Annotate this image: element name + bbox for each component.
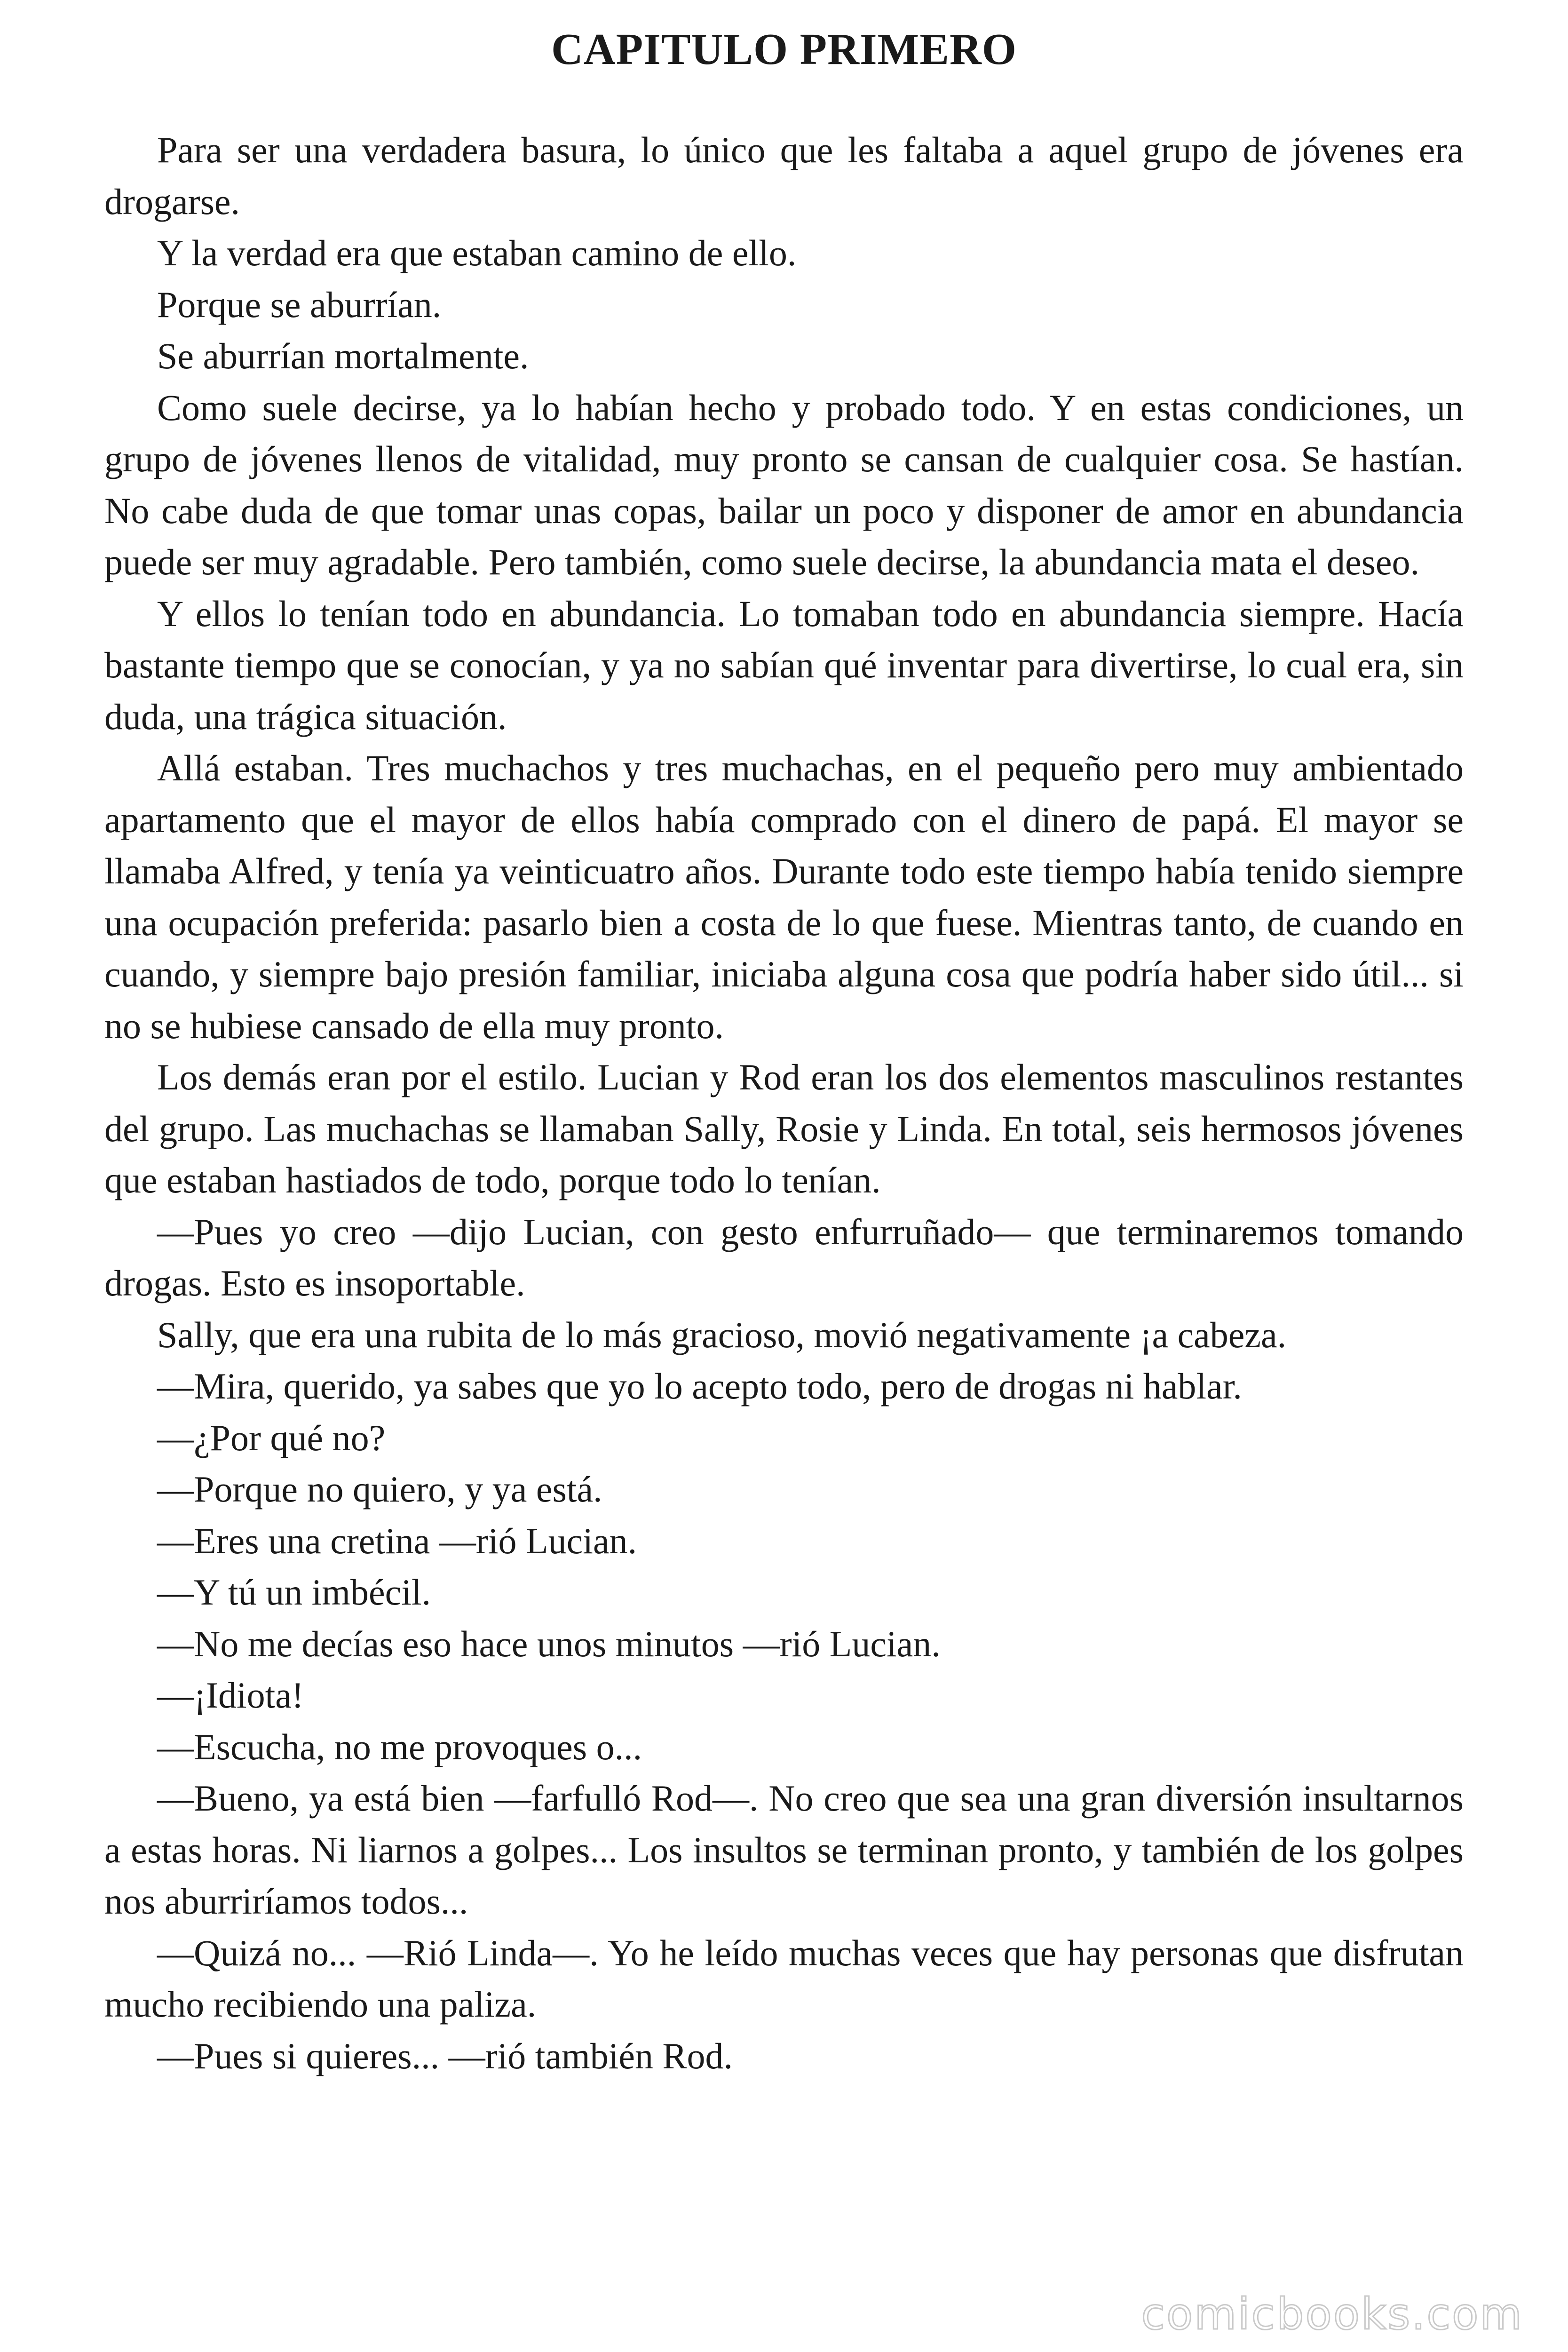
paragraph: —Eres una cretina —rió Lucian. [157,1520,637,1561]
paragraph: —Bueno, ya está bien —farfulló Rod—. No creo que sea una gran diversión insultarnos a estas horas. Ni liarnos a golpes... Los insultos se terminan pronto, y también de los golpes nos aburriríamos todos... [104,1778,1464,1922]
paragraph: Para ser una verdadera basura, lo único que les faltaba a aquel grupo de jóvenes era drogarse. [104,129,1464,222]
paragraph: —Y tú un imbécil. [157,1572,431,1613]
paragraph: Se aburrían mortalmente. [157,335,529,376]
book-page [104,19,1464,2082]
paragraph: Y la verdad era que estaban camino de ello. [157,232,797,273]
watermark: comicbooks.com [1141,2289,1523,2339]
paragraph: —No me decías eso hace unos minutos —rió Lucian. [157,1623,941,1664]
paragraph: —¿Por qué no? [157,1417,386,1458]
paragraph: —Pues yo creo —dijo Lucian, con gesto enfurruñado— que terminaremos tomando drogas. Esto es insoportable. [104,1211,1464,1303]
paragraph: Allá estaban. Tres muchachos y tres muchachas, en el pequeño pero muy ambientado apartamento que el mayor de ellos había comprado con el dinero de papá. El mayor se llamaba Alfred, y tenía ya veinticuatro años. Durante todo este tiempo había tenido siempre una ocupación preferida: pasarlo bien a costa de lo que fuese. Mientras tanto, de cuando en cuando, y siempre bajo presión familiar, iniciaba alguna cosa que podría haber sido útil... si no se hubiese cansado de ella muy pronto. [104,747,1464,1046]
paragraph: —Mira, querido, ya sabes que yo lo acepto todo, pero de drogas ni hablar. [157,1366,1242,1406]
paragraph: Los demás eran por el estilo. Lucian y Rod eran los dos elementos masculinos restantes del grupo. Las muchachas se llamaban Sally, Rosie y Linda. En total, seis hermosos jóvenes que estaban hastiados de todo, porque todo lo tenían. [104,1057,1464,1200]
chapter-body [104,124,1464,2082]
paragraph: —Quizá no... —Rió Linda—. Yo he leído muchas veces que hay personas que disfrutan mucho recibiendo una paliza. [104,1932,1464,2025]
paragraph: Como suele decirse, ya lo habían hecho y probado todo. Y en estas condiciones, un grupo de jóvenes llenos de vitalidad, muy pronto se cansan de cualquier cosa. Se hastían. No cabe duda de que tomar unas copas, bailar un poco y disponer de amor en abundancia puede ser muy agradable. Pero también, como suele decirse, la abundancia mata el deseo. [104,387,1464,582]
chapter-title: CAPITULO PRIMERO [551,25,1017,74]
paragraph: —Pues si quieres... —rió también Rod. [157,2035,733,2076]
paragraph: Sally, que era una rubita de lo más gracioso, movió negativamente ¡a cabeza. [157,1314,1287,1355]
paragraph: Porque se aburrían. [157,284,442,325]
paragraph: —¡Idiota! [157,1675,304,1716]
paragraph: —Escucha, no me provoques o... [157,1726,642,1767]
paragraph: —Porque no quiero, y ya está. [157,1469,602,1510]
paragraph: Y ellos lo tenían todo en abundancia. Lo tomaban todo en abundancia siempre. Hacía bastante tiempo que se conocían, y ya no sabían qué inventar para divertirse, lo cual era, sin duda, una trágica situación. [104,593,1464,737]
